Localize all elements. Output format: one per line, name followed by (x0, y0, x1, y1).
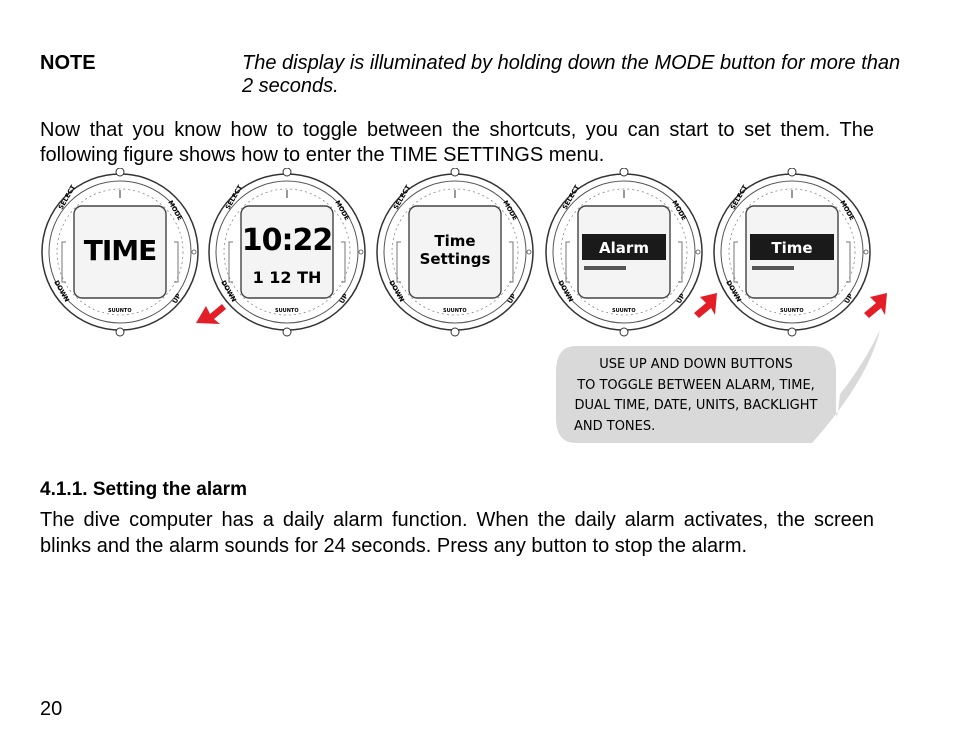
down-label: DOWN (556, 279, 575, 304)
display-line-1: Time (434, 232, 476, 250)
arrow-up-icon (864, 293, 887, 318)
arrow-select-icon (196, 304, 226, 324)
select-label: SELECT (728, 183, 750, 211)
brand-label: SUUNTO (443, 308, 467, 314)
note-label: NOTE (40, 52, 96, 74)
menu-position-indicator (752, 266, 794, 270)
watch-4 (546, 168, 702, 336)
figure-canvas (34, 168, 904, 452)
watch-1 (42, 168, 198, 336)
page-number: 20 (40, 698, 63, 720)
brand-label: SUUNTO (275, 308, 299, 314)
select-label: SELECT (223, 183, 245, 211)
display-line-1: Alarm (599, 239, 649, 257)
arrow-up-icon (694, 293, 717, 318)
down-label: DOWN (724, 279, 743, 304)
section-heading: 4.1.1. Setting the alarm (40, 479, 247, 500)
display-line-1: TIME (83, 234, 157, 267)
select-label: SELECT (391, 183, 413, 211)
brand-label: SUUNTO (612, 308, 636, 314)
up-label: UP (505, 292, 518, 305)
section-body: The dive computer has a daily alarm function. When the daily alarm activates, the screen blinks and the alarm sounds for 24 seconds. Press any button to stop the alarm. (40, 509, 874, 557)
brand-label: SUUNTO (780, 308, 804, 314)
mode-label: MODE (333, 199, 352, 222)
mode-label: MODE (166, 199, 185, 222)
mode-label: MODE (838, 199, 857, 222)
mode-label: MODE (670, 199, 689, 222)
display-line-2: 1 12 TH (252, 268, 322, 287)
watch-3 (377, 168, 533, 336)
intro-paragraph: Now that you know how to toggle between the shortcuts, you can start to set them. The following figure shows how to enter the TIME SETTINGS menu. (40, 119, 874, 166)
callout-line-1: USE UP AND DOWN BUTTONS (599, 357, 793, 372)
callout-line-3: DUAL TIME, DATE, UNITS, BACKLIGHT (574, 398, 818, 413)
display-line-1: 10:22 (241, 223, 333, 258)
down-label: DOWN (52, 279, 71, 304)
display-line-2: Settings (419, 250, 491, 268)
down-label: DOWN (219, 279, 238, 304)
watch-5 (714, 168, 870, 336)
watch-2 (209, 168, 365, 336)
callout-line-2: TO TOGGLE BETWEEN ALARM, TIME, (577, 378, 815, 393)
up-label: UP (842, 292, 855, 305)
time-settings-figure (34, 168, 904, 452)
callout-line-4: AND TONES. (574, 419, 656, 434)
select-label: SELECT (56, 183, 78, 211)
display-line-1: Time (771, 239, 813, 257)
select-label: SELECT (560, 183, 582, 211)
up-label: UP (337, 292, 350, 305)
note-text: The display is illuminated by holding down the MODE button for more than 2 seconds. (242, 52, 901, 97)
up-label: UP (170, 292, 183, 305)
down-label: DOWN (387, 279, 406, 304)
brand-label: SUUNTO (108, 308, 132, 314)
mode-label: MODE (501, 199, 520, 222)
menu-position-indicator (584, 266, 626, 270)
up-label: UP (674, 292, 687, 305)
